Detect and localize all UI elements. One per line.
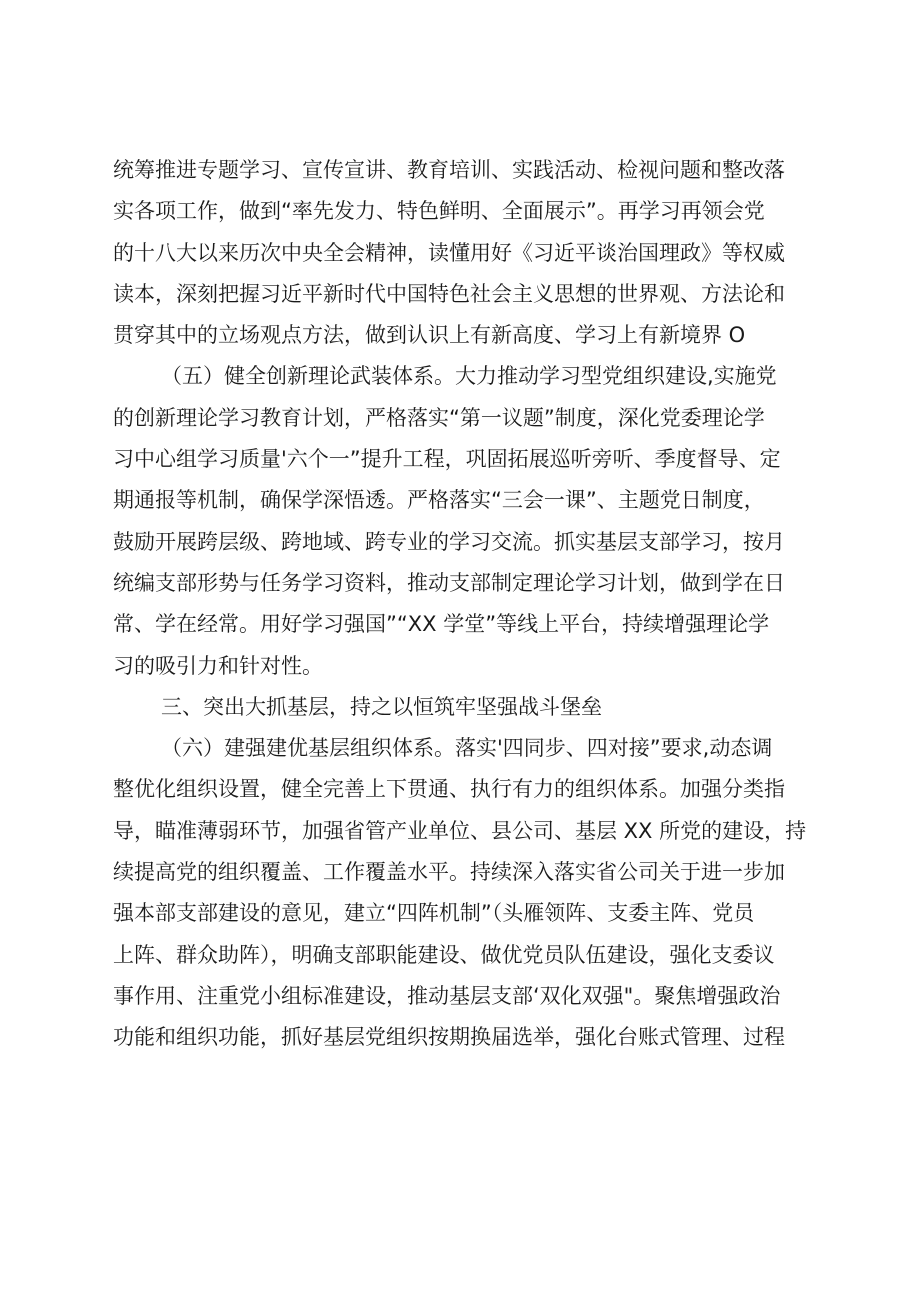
text-line: 常、学在经常。用好学习强国”“XX 学堂”等线上平台，持续增强理论学 — [113, 612, 770, 637]
section-heading: 三、突出大抓基层，持之以恒筑牢坚强战斗堡垒 — [161, 694, 602, 719]
text-line: 的十八大以来历次中央全会精神，读懂用好《习近平谈治国理政》等权威 — [113, 240, 785, 265]
text-line: 鼓励开展跨层级、跨地域、跨专业的学习交流。抓实基层支部学习，按月 — [113, 529, 785, 554]
text-line: 强本部支部建设的意见，建立“四阵机制”（头雁领阵、支委主阵、党员 — [113, 901, 755, 926]
text-line: 期通报等机制，确保学深悟透。严格落实“三会一课”、主题党日制度， — [113, 488, 765, 513]
text-line: 统筹推进专题学习、宣传宣讲、教育培训、实践活动、检视问题和整改落 — [113, 158, 785, 182]
text-line: 的创新理论学习教育计划，严格落实“第一议题”制度，深化党委理论学 — [113, 405, 765, 430]
text-line: 读本，深刻把握习近平新时代中国特色社会主义思想的世界观、方法论和 — [113, 281, 785, 306]
text-line: 上阵、群众助阵），明确支部职能建设、做优党员队伍建设，强化支委议 — [113, 942, 775, 967]
text-line: 导，瞄准薄弱环节，加强省管产业单位、县公司、基层 XX 所党的建设，持 — [113, 818, 807, 843]
text-line: 习的吸引力和针对性。 — [113, 653, 323, 678]
text-line: 实各项工作，做到“率先发力、特色鲜明、全面展示”。再学习再领会党 — [113, 199, 765, 224]
paragraph-3 — [113, 728, 823, 1058]
text-line: （六）建强建优基层组织体系。落实'四同步、四对接”要求,动态调 — [161, 736, 773, 761]
text-line: 续提高党的组织覆盖、工作覆盖水平。持续深入落实省公司关于进一步加 — [113, 860, 785, 885]
text-line: （五）健全创新理论武装体系。大力推动学习型党组织建设,实施党 — [161, 364, 777, 389]
text-line: 功能和组织功能，抓好基层党组织按期换届选举，强化台账式管理、过程 — [113, 1025, 785, 1050]
text-line: 统编支部形势与任务学习资料，推动支部制定理论学习计划，做到学在日 — [113, 570, 785, 595]
text-line: 习中心组学习质量'六个一”提升工程，巩固拓展巡听旁听、季度督导、定 — [113, 447, 781, 472]
text-line: 整优化组织设置，健全完善上下贯通、执行有力的组织体系。加强分类指 — [113, 777, 785, 802]
text-line: 贯穿其中的立场观点方法，做到认识上有新高度、学习上有新境界 O — [113, 323, 746, 348]
paragraph-2 — [113, 356, 823, 686]
text-line: 事作用、注重党小组标准建设，推动基层支部‘双化双强"。聚焦增强政治 — [113, 983, 781, 1008]
paragraph-1 — [113, 150, 823, 356]
document-body — [113, 150, 823, 1059]
